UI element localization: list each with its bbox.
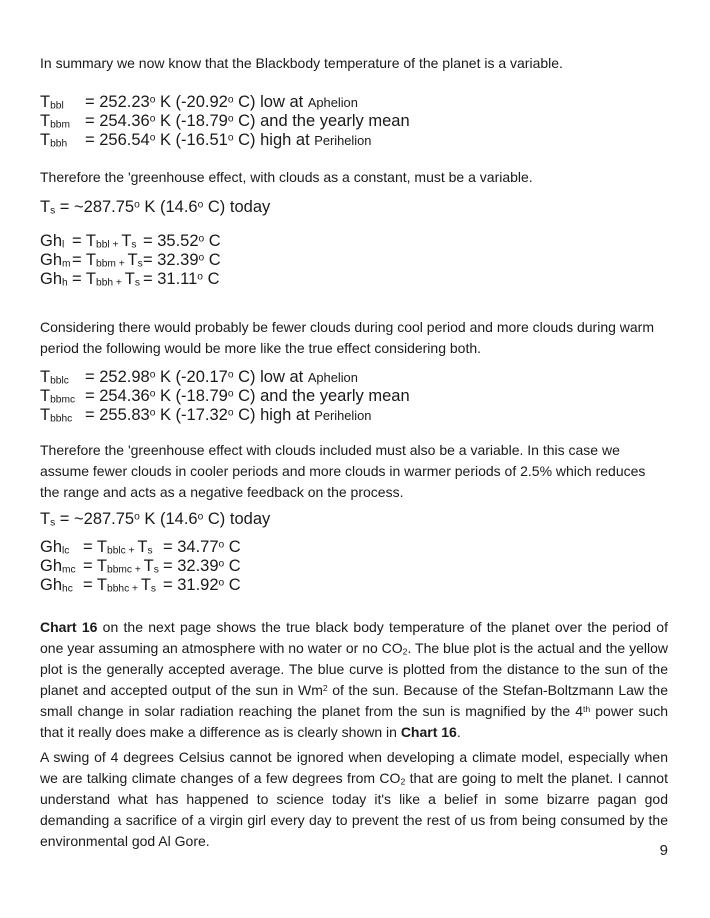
paragraph-chart16: Chart 16 on the next page shows the true black body temperature of the planet over the period of one year assuming an atmosphere with no water or no $CO_2$. The blue plot is the actual and the yellow plot is the generally accepted average. The blue curve is plotted from the distance to the sun of the planet and accepted output of the sun in Wm$^2$ of the sun. Because of the Stefan-Boltzmann Law the small change in solar radiation reaching the planet from the sun is magnified by the 4th power such that it really does make a difference as is clearly shown in Chart 16. — [40, 619, 668, 740]
equation-row — [40, 251, 668, 270]
paragraph-intro: In summary we now know that the Blackbody temperature of the planet is a variable. — [40, 55, 563, 71]
equation-expression: = $T_{bbh +}$ $T_s$ — [72, 270, 140, 289]
equation-value: = $252.23^o$ K (-20.92$^o$ C) low at Aphelion — [85, 93, 358, 111]
equation-row — [40, 557, 668, 576]
equation-row — [40, 538, 668, 557]
paragraph-therefore-2: Therefore the 'greenhouse effect with clouds included must also be a variable. In this case we assume fewer clouds in cooler periods and more clouds in warmer periods of 2.5% which reduces the range and acts as a negative feedback on the process. — [40, 442, 646, 500]
equation-label: $T_{bbl}$ — [40, 93, 64, 112]
equation-value: = $254.36^o$ K (-18.79$^o$ C) and the yearly mean — [85, 112, 410, 130]
temperature-block-2 — [40, 368, 668, 425]
paragraph-considering: Considering there would probably be fewer clouds during cool period and more clouds during warm period the following would be more like the true effect considering both. — [40, 319, 655, 356]
equation-label: $T_{bbmc}$ — [40, 387, 76, 406]
paragraph-swing: A swing of 4 degrees Celsius cannot be ignored when developing a climate model, especially when we are talking climate changes of a few degrees from $CO_2$ that are going to melt the planet. I cannot understand what has happened to science today it's like a belief in some bizarre pagan god demanding a sacrifice of a virgin girl every day to prevent the rest of us from being consumed by the environmental god Al Gore. — [40, 749, 668, 849]
equation-value: = $254.36^o$ K (-18.79$^o$ C) and the yearly mean — [85, 387, 410, 405]
equation-value: = $255.83^o$ K (-17.32$^o$ C) high at Perihelion — [85, 406, 372, 424]
temperature-block-1 — [40, 93, 668, 150]
equation-expression: = $T_{bbhc +}$ $T_s$ — [83, 576, 157, 595]
equation-result: = $34.77^o$ C — [163, 538, 241, 556]
equation-label: $Gh_{hc}$ — [40, 576, 73, 595]
equation-row — [40, 112, 668, 131]
equation-label: $Gh_{lc}$ — [40, 538, 70, 557]
equation-label: $Gh_h$ — [40, 270, 68, 289]
equation-result: = $31.11^o$ C — [143, 270, 220, 288]
equation-row — [40, 387, 668, 406]
equation-expression: = $T_{bblc +}$ $T_s$ — [83, 538, 153, 557]
equation-expression: = $T_{bbm +}$ $T_s$ — [72, 251, 143, 270]
equation-value: = $256.54^o$ K (-16.51$^o$ C) high at Perihelion — [85, 131, 372, 149]
equation-row — [40, 270, 668, 289]
greenhouse-block-1 — [40, 232, 668, 289]
equation-value: = $252.98^o$ K (-20.17$^o$ C) low at Aphelion — [85, 368, 358, 386]
page-number: 9 — [659, 842, 668, 859]
equation-result: = $35.52^o$ C — [143, 232, 221, 250]
surface-temperature-line-1: $T_s$ = $\sim 287.75^o$ K (14.6$^o$ C) today — [40, 198, 271, 217]
equation-expression: = $T_{bbl +}$ $T_s$ — [72, 232, 137, 251]
paragraph-therefore-1: Therefore the 'greenhouse effect, with clouds as a constant, must be a variable. — [40, 169, 533, 185]
equation-label: $T_{bbh}$ — [40, 131, 68, 150]
equation-result: = $31.92^o$ C — [163, 576, 241, 594]
equation-label: $T_{bbhc}$ — [40, 406, 73, 425]
equation-label: $T_{bblc}$ — [40, 368, 69, 387]
equation-row — [40, 93, 668, 112]
equation-row — [40, 406, 668, 425]
equation-label: $Gh_l$ — [40, 232, 65, 251]
equation-result: = $32.39^o$ C — [143, 251, 221, 269]
equation-row — [40, 368, 668, 387]
equation-row — [40, 232, 668, 251]
equation-result: = $32.39^o$ C — [163, 557, 241, 575]
equation-row — [40, 131, 668, 150]
equation-label: $T_{bbm}$ — [40, 112, 70, 131]
greenhouse-block-2 — [40, 538, 668, 595]
equation-row — [40, 576, 668, 595]
surface-temperature-line-2: $T_s$ = $\sim 287.75^o$ K (14.6$^o$ C) today — [40, 510, 271, 529]
equation-label: $Gh_{mc}$ — [40, 557, 76, 576]
equation-expression: = $T_{bbmc +}$ $T_s$ — [83, 557, 159, 576]
equation-label: $Gh_m$ — [40, 251, 71, 270]
